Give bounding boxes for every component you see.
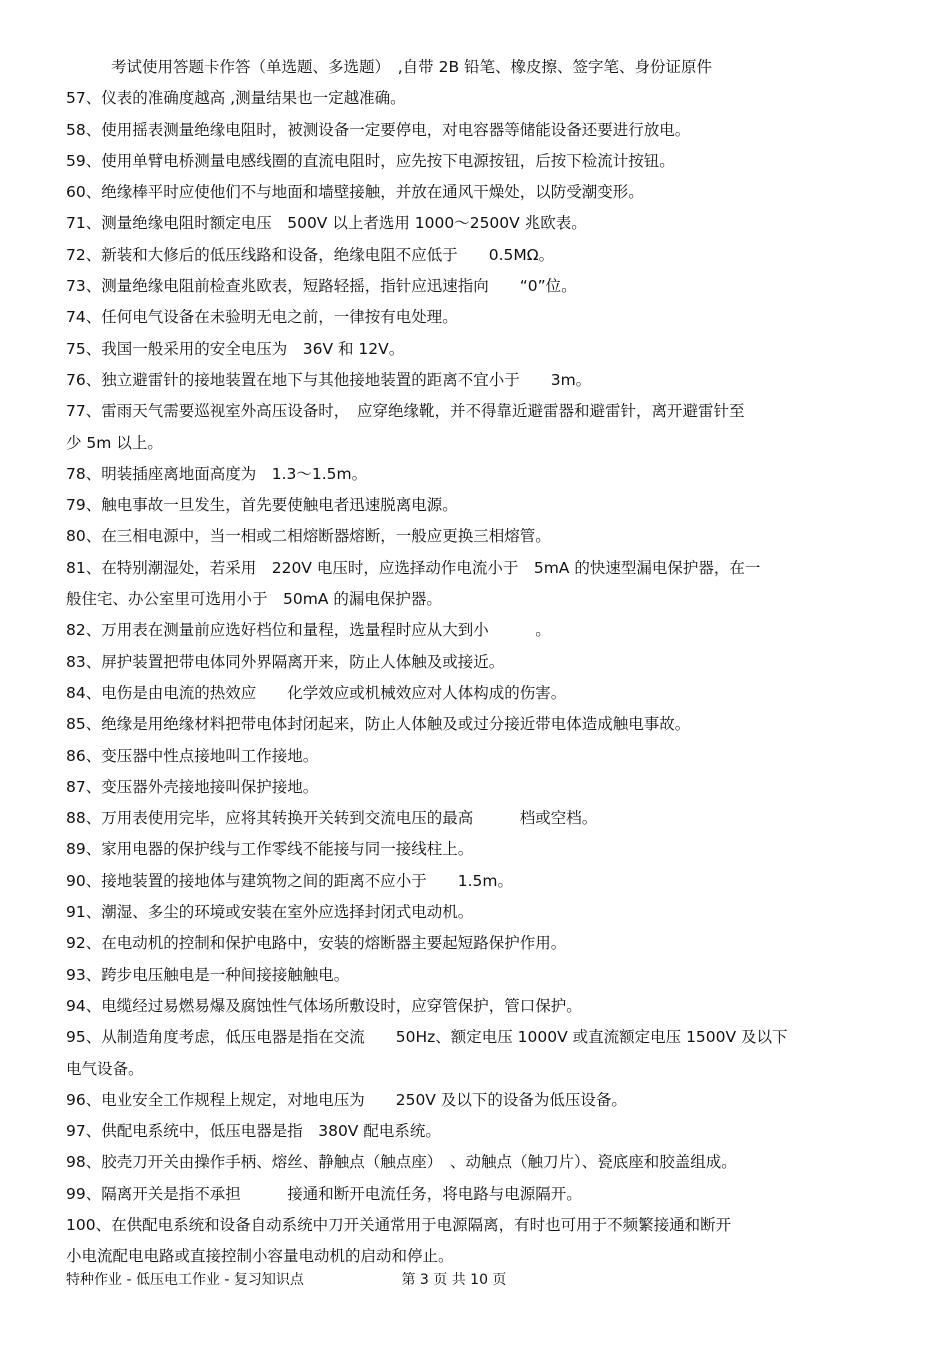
- item-93: 93、跨步电压触电是一种间接接触触电。: [66, 965, 350, 984]
- item-92: 92、在电动机的控制和保护电路中，安装的熔断器主要起短路保护作用。: [66, 934, 567, 953]
- item-59: 59、使用单臂电桥测量电感线圈的直流电阻时，应先按下电源按钮，后按下检流计按钮。: [66, 151, 675, 170]
- item-96: 96、电业安全工作规程上规定，对地电压为 250V 及以下的设备为低压设备。: [66, 1090, 627, 1109]
- item-72: 72、新装和大修后的低压线路和设备，绝缘电阻不应低于 0.5MΩ。: [66, 245, 555, 264]
- item-73: 73、测量绝缘电阻前检查兆欧表，短路轻摇，指针应迅速指向 “0”位。: [66, 277, 577, 296]
- item-80: 80、在三相电源中，当一相或二相熔断器熔断，一般应更换三相熔管。: [66, 527, 551, 546]
- exam-instructions: 考试使用答题卡作答（单选题、多选题） ,自带 2B 铅笔、橡皮擦、签字笔、身份证原件: [111, 58, 713, 76]
- item-97: 97、供配电系统中，低压电器是指 380V 配电系统。: [66, 1122, 441, 1141]
- item-99: 99、隔离开关是指不承担 接通和断开电流任务，将电路与电源隔开。: [66, 1184, 582, 1203]
- item-86: 86、变压器中性点接地叫工作接地。: [66, 746, 319, 765]
- document-body: [66, 52, 886, 1273]
- item-81-continued: 般住宅、办公室里可选用小于 50mA 的漏电保护器。: [66, 590, 442, 609]
- item-90: 90、接地装置的接地体与建筑物之间的距离不应小于 1.5m。: [66, 871, 513, 890]
- item-58: 58、使用摇表测量绝缘电阻时，被测设备一定要停电，对电容器等储能设备还要进行放电。: [66, 120, 691, 139]
- item-85: 85、绝缘是用绝缘材料把带电体封闭起来，防止人体触及或过分接近带电体造成触电事故。: [66, 715, 691, 734]
- item-79: 79、触电事故一旦发生，首先要使触电者迅速脱离电源。: [66, 496, 458, 515]
- item-89: 89、家用电器的保护线与工作零线不能接与同一接线柱上。: [66, 840, 474, 859]
- item-100: 100、在供配电系统和设备自动系统中刀开关通常用于电源隔离，有时也可用于不频繁接通和断开: [66, 1215, 732, 1234]
- page-footer: [66, 1269, 886, 1291]
- footer-title: 特种作业 - 低压电工作业 - 复习知识点: [66, 1272, 304, 1288]
- item-82: 82、万用表在测量前应选好档位和量程，选量程时应从大到小 。: [66, 621, 551, 640]
- item-77-continued: 少 5m 以上。: [66, 433, 163, 452]
- item-77: 77、雷雨天气需要巡视室外高压设备时， 应穿绝缘靴，并不得靠近避雷器和避雷针，离开避雷针至: [66, 402, 745, 421]
- page-number: 第 3 页 共 10 页: [401, 1272, 507, 1288]
- item-81: 81、在特别潮湿处，若采用 220V 电压时，应选择动作电流小于 5mA 的快速型漏电保护器，在一: [66, 558, 761, 577]
- item-83: 83、屏护装置把带电体同外界隔离开来，防止人体触及或接近。: [66, 652, 505, 671]
- item-95-continued: 电气设备。: [66, 1059, 144, 1078]
- item-91: 91、潮湿、多尘的环境或安装在室外应选择封闭式电动机。: [66, 903, 474, 922]
- item-57: 57、仪表的准确度越高 ,测量结果也一定越准确。: [66, 89, 406, 108]
- item-87: 87、变压器外壳接地接叫保护接地。: [66, 777, 319, 796]
- item-76: 76、独立避雷针的接地装置在地下与其他接地装置的距离不宜小于 3m。: [66, 370, 592, 389]
- item-75: 75、我国一般采用的安全电压为 36V 和 12V。: [66, 339, 405, 358]
- item-71: 71、测量绝缘电阻时额定电压 500V 以上者选用 1000～2500V 兆欧表。: [66, 214, 587, 233]
- item-98: 98、胶壳刀开关由操作手柄、熔丝、静触点（触点座） 、动触点（触刀片）、瓷底座和胶盖组成。: [66, 1153, 737, 1172]
- item-94: 94、电缆经过易燃易爆及腐蚀性气体场所敷设时，应穿管保护，管口保护。: [66, 996, 582, 1015]
- item-88: 88、万用表使用完毕，应将其转换开关转到交流电压的最高 档或空档。: [66, 809, 598, 828]
- item-95: 95、从制造角度考虑，低压电器是指在交流 50Hz、额定电压 1000V 或直流额定电压 1500V 及以下: [66, 1028, 788, 1047]
- item-84: 84、电伤是由电流的热效应 化学效应或机械效应对人体构成的伤害。: [66, 683, 567, 702]
- item-100-continued: 小电流配电电路或直接控制小容量电动机的启动和停止。: [66, 1247, 454, 1266]
- item-74: 74、任何电气设备在未验明无电之前，一律按有电处理。: [66, 308, 458, 327]
- item-78: 78、明装插座离地面高度为 1.3～1.5m。: [66, 464, 368, 483]
- item-60: 60、绝缘棒平时应使他们不与地面和墙壁接触，并放在通风干燥处，以防受潮变形。: [66, 183, 644, 202]
